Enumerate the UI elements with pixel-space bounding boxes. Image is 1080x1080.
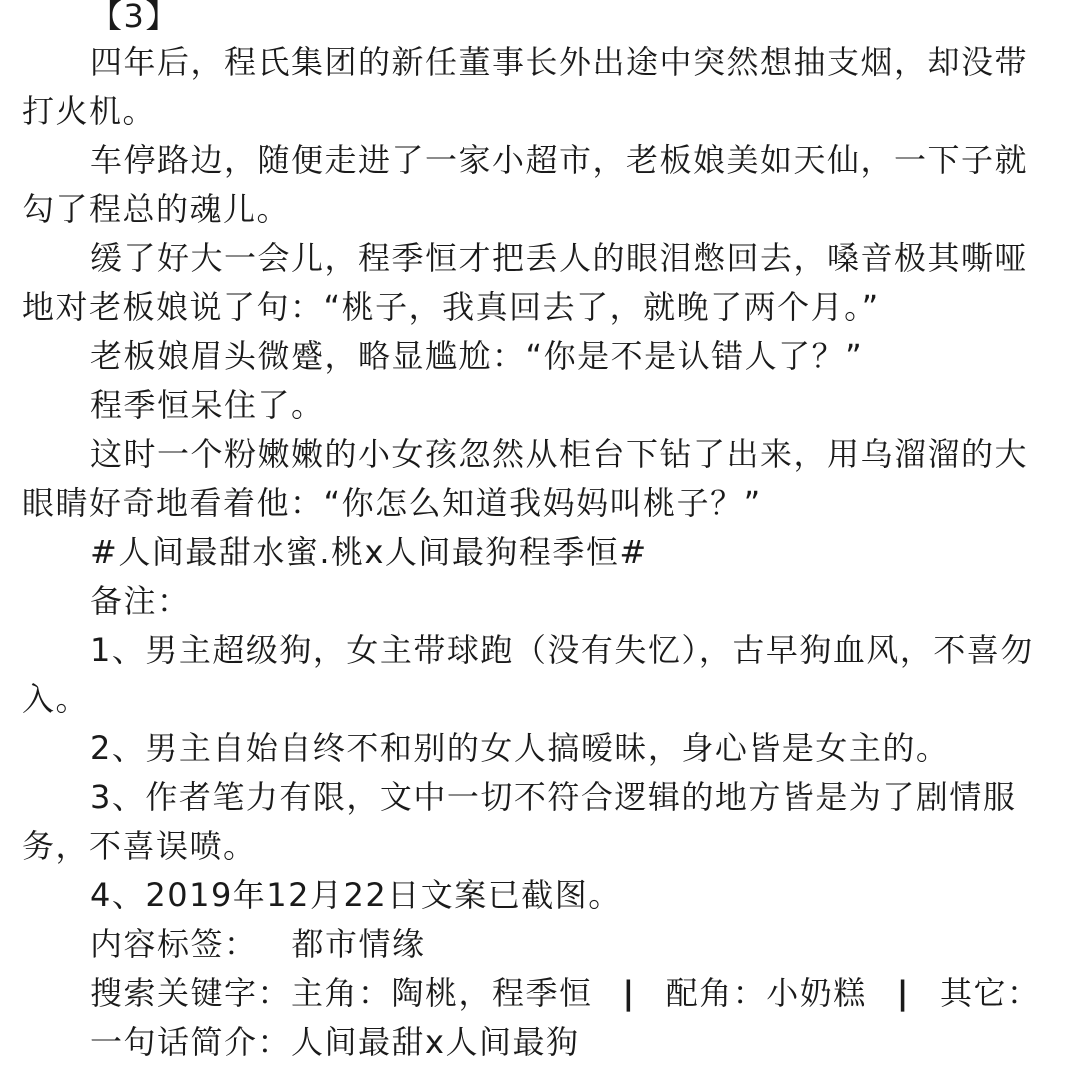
one-line-summary-value: 人间最甜x人间最狗 (291, 1023, 580, 1061)
notes-heading (22, 577, 1062, 626)
paragraph-line: 1、男主超级狗，女主带球跑（没有失忆），古早狗血风，不喜勿 (90, 631, 1034, 669)
paragraph (22, 332, 1062, 381)
note-item (22, 871, 1062, 920)
one-line-summary-row (22, 1018, 1062, 1067)
keyword-separator: | (622, 974, 636, 1012)
paragraph-line: 勾了程总的魂儿。 (22, 190, 291, 228)
paragraph-line: 4、2019年12月22日文案已截图。 (90, 876, 622, 914)
paragraph-line: 四年后，程氏集团的新任董事长外出途中突然想抽支烟，却没带 (90, 43, 1029, 81)
content-tags-value: 都市情缘 (291, 925, 426, 963)
chapter-marker-text: 【3】 (90, 0, 179, 35)
paragraph-line: 务，不喜误喷。 (22, 827, 257, 865)
paragraph-line: 地对老板娘说了句：“桃子，我真回去了，就晚了两个月。” (22, 288, 880, 326)
paragraph-line: 3、作者笔力有限，文中一切不符合逻辑的地方皆是为了剧情服 (90, 778, 1017, 816)
paragraph-line: 车停路边，随便走进了一家小超市，老板娘美如天仙，一下子就 (90, 141, 1029, 179)
novel-synopsis-document (22, 0, 1062, 1080)
paragraph-line: 2、男主自始自终不和别的女人搞暧昧，身心皆是女主的。 (90, 729, 950, 767)
paragraph-line: 打火机。 (22, 92, 157, 130)
hashtag-line (22, 528, 1062, 577)
other-label: 其它： (939, 974, 1041, 1012)
paragraph (22, 136, 1062, 234)
note-item (22, 626, 1062, 724)
paragraph (22, 381, 1062, 430)
paragraph-line: 程季恒呆住了。 (90, 386, 325, 424)
one-line-summary-label: 一句话简介： (90, 1023, 292, 1061)
supporting-characters-value: 小奶糕 (766, 974, 867, 1012)
chapter-marker (22, 0, 1062, 38)
main-characters-value: 陶桃，程季恒 (391, 974, 593, 1012)
paragraph-line: 眼睛好奇地看着他：“你怎么知道我妈妈叫桃子？” (22, 484, 762, 522)
keyword-separator: | (896, 974, 910, 1012)
search-keywords-row (22, 969, 1062, 1018)
note-item (22, 773, 1062, 871)
paragraph-line: 老板娘眉头微蹙，略显尴尬：“你是不是认错人了？” (90, 337, 864, 375)
note-item (22, 724, 1062, 773)
supporting-characters-label: 配角： (665, 974, 767, 1012)
paragraph-line: 入。 (22, 680, 90, 718)
main-characters-label: 主角： (291, 974, 392, 1012)
content-tags-label: 内容标签： (90, 925, 258, 963)
paragraph (22, 430, 1062, 528)
paragraph-line: #人间最甜水蜜.桃x人间最狗程季恒# (90, 533, 648, 571)
paragraph-line: 这时一个粉嫩嫩的小女孩忽然从柜台下钻了出来，用乌溜溜的大 (90, 435, 1029, 473)
paragraph-line: 备注： (90, 582, 191, 620)
paragraph (22, 38, 1062, 136)
search-keywords-label: 搜索关键字： (90, 974, 292, 1012)
paragraph (22, 234, 1062, 332)
content-tags-row (22, 920, 1062, 969)
paragraph-line: 缓了好大一会儿，程季恒才把丢人的眼泪憋回去，嗓音极其嘶哑 (90, 239, 1029, 277)
